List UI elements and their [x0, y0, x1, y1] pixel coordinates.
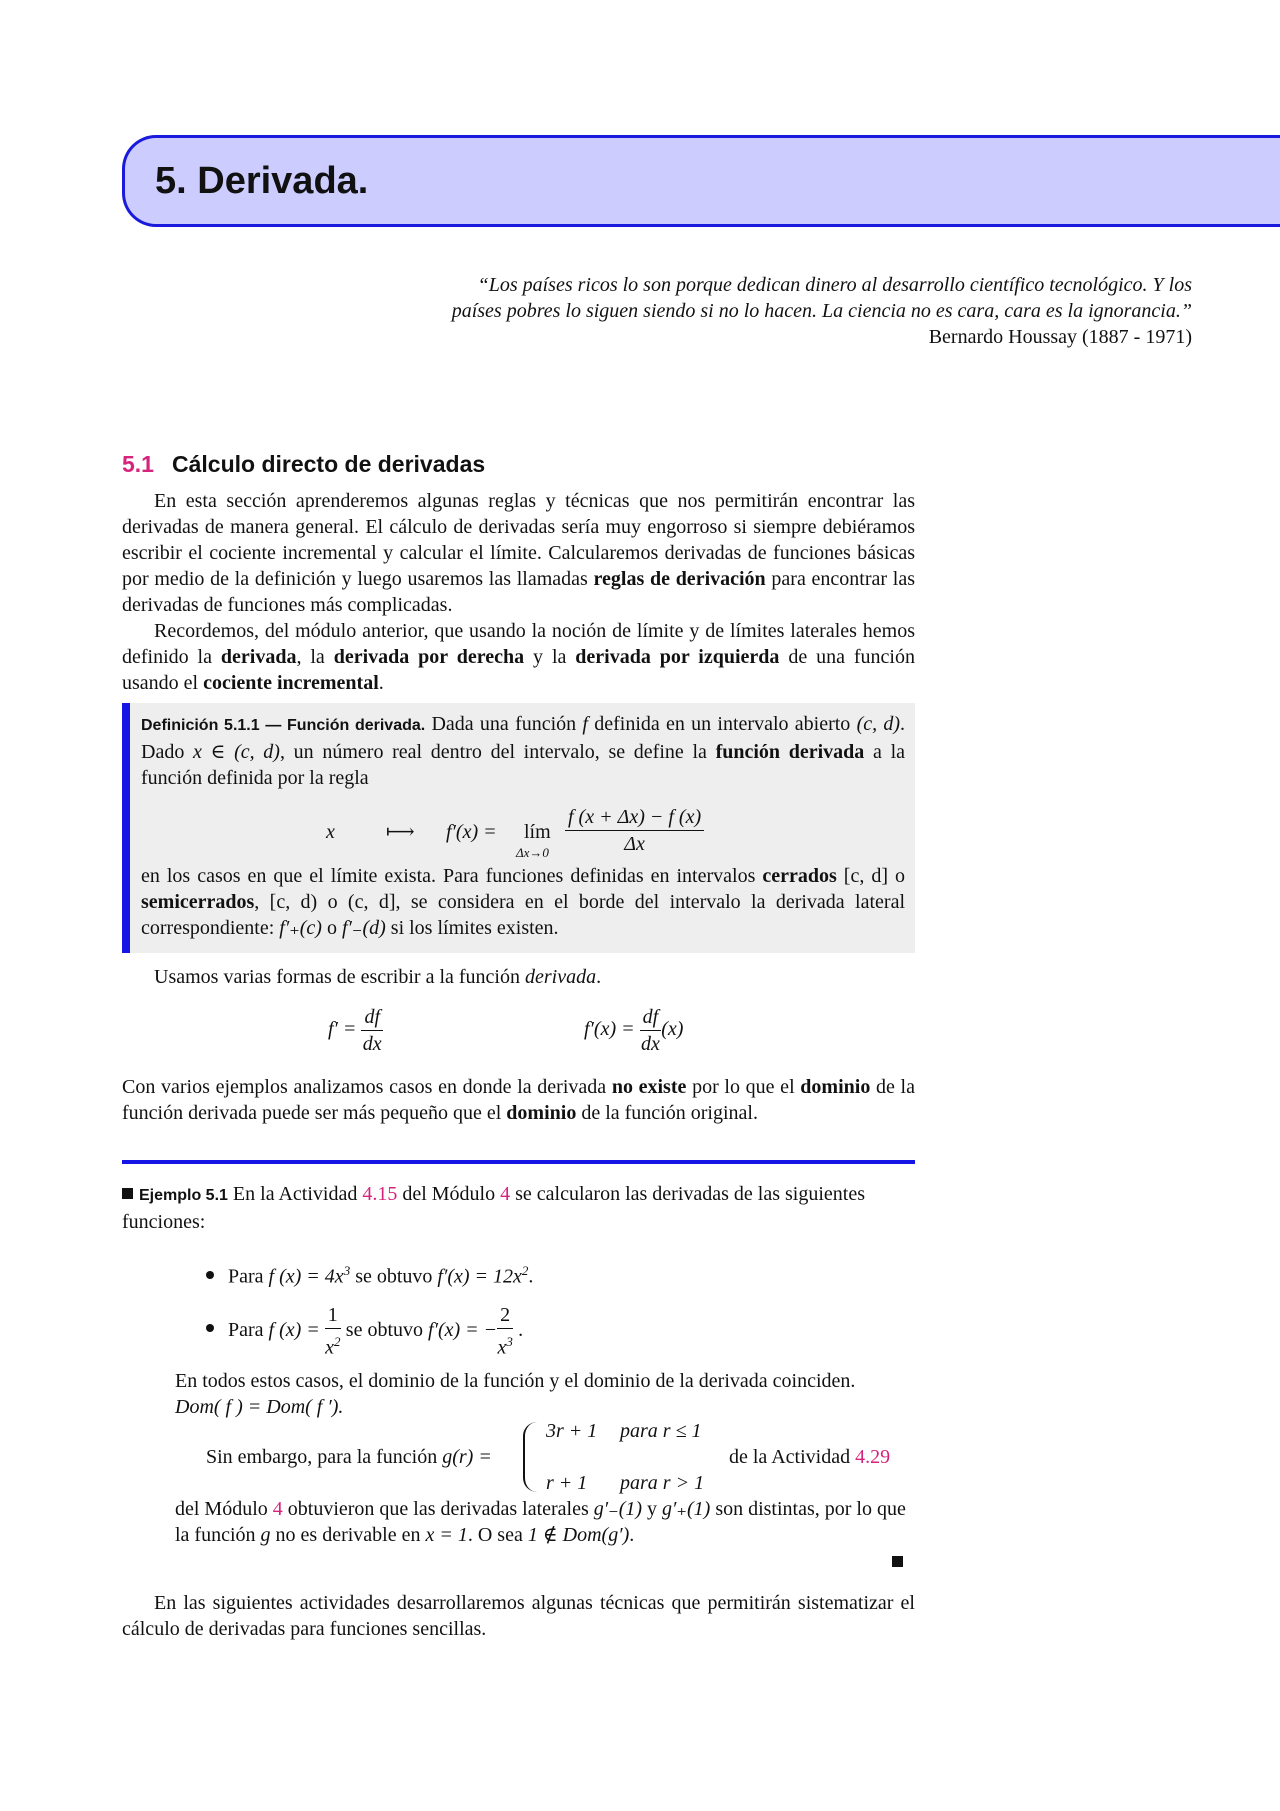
- math: f′(x) =: [584, 1018, 635, 1041]
- fraction: [361, 1004, 383, 1057]
- exponent: 2: [333, 1334, 341, 1349]
- piecewise-intro: [206, 1444, 492, 1470]
- text: Usamos varias formas de escribir a la función: [154, 966, 525, 988]
- example-label: Ejemplo 5.1: [139, 1187, 228, 1204]
- bold-term: dominio: [800, 1076, 871, 1098]
- math: g(r) =: [442, 1446, 492, 1468]
- formula-denominator: Δx: [624, 833, 645, 855]
- math: 1 ∉ Dom(g′): [527, 1524, 630, 1546]
- denominator: dx: [640, 1033, 660, 1055]
- bullet-icon: [206, 1324, 214, 1332]
- activity-link[interactable]: 4.15: [362, 1183, 398, 1205]
- text: . O sea: [467, 1524, 528, 1546]
- text: Sin embargo, para la función: [206, 1446, 443, 1468]
- domain-paragraph: [122, 1074, 915, 1126]
- module-link[interactable]: 4: [500, 1183, 511, 1205]
- example-heading: [122, 1181, 915, 1235]
- divider-rule: [122, 1160, 915, 1164]
- bold-term: derivada por derecha: [333, 646, 525, 668]
- text: del Módulo: [397, 1183, 501, 1205]
- text: .: [518, 1318, 524, 1341]
- text: definida en un intervalo abierto: [587, 713, 857, 735]
- notation-formula-1: [328, 1004, 383, 1057]
- text: de una función usando el: [122, 646, 915, 694]
- numerator: df: [640, 1004, 662, 1031]
- section-title: Cálculo directo de derivadas: [171, 451, 486, 477]
- text: Para: [228, 1265, 269, 1288]
- example-bullet-1: [206, 1258, 533, 1290]
- piece-2-expr: r + 1: [546, 1472, 588, 1494]
- bold-term: función derivada: [715, 741, 865, 763]
- formula-x: x: [326, 821, 335, 843]
- recall-paragraph: [122, 618, 915, 696]
- math: g′₋(1): [593, 1498, 643, 1520]
- text: de la función original.: [576, 1102, 758, 1124]
- text: si los límites existen.: [385, 917, 559, 939]
- math: x ∈ (c, d): [193, 741, 280, 763]
- text: En todos estos casos, el dominio de la función y el dominio de la derivada coinciden.: [175, 1370, 856, 1392]
- epigraph: [380, 272, 1192, 350]
- piecewise-activity: [729, 1444, 890, 1470]
- bold-term: derivada por izquierda: [575, 646, 780, 668]
- formula-lhs: f′(x) =: [446, 821, 497, 843]
- text: en los casos en que el límite exista. Para funciones definidas en intervalos: [141, 865, 763, 887]
- text: de la función derivada puede ser más pequeño que el: [122, 1076, 915, 1124]
- section-number: 5.1: [122, 451, 154, 477]
- example-conclusion: [175, 1496, 915, 1548]
- end-of-example-icon: [892, 1556, 903, 1567]
- text: Dada una función: [425, 713, 583, 735]
- text: a la función definida por la regla: [141, 741, 905, 789]
- epigraph-author: Bernardo Houssay (1887 - 1971): [928, 326, 1192, 348]
- math: x = 1: [425, 1524, 468, 1546]
- text: Recordemos, del módulo anterior, que usando la noción de límite y de límites laterales hemos definido la: [122, 620, 915, 668]
- text: son distintas, por lo que la función: [175, 1498, 906, 1546]
- text: . Dado: [141, 713, 906, 763]
- bold-term: reglas de derivación: [593, 568, 766, 590]
- text: o: [321, 917, 342, 939]
- notation-text: [154, 964, 601, 990]
- text: de la Actividad: [729, 1446, 856, 1468]
- activity-link[interactable]: 4.29: [855, 1446, 891, 1468]
- text: se obtuvo: [340, 1318, 429, 1341]
- text: .: [378, 672, 384, 694]
- text: , [c, d) o (c, d], se considera en el borde del intervalo la derivada lateral correspondiente:: [141, 891, 905, 939]
- math: (c, d): [856, 713, 901, 735]
- definition-text: [141, 711, 905, 791]
- fraction: [325, 1302, 341, 1361]
- formula-lim-sub: Δx→0: [516, 845, 549, 860]
- text: no es derivable en: [270, 1524, 426, 1546]
- formula-lim: lím: [524, 821, 551, 843]
- text: se obtuvo: [350, 1265, 438, 1288]
- math: f (x) =: [268, 1318, 320, 1341]
- intro-paragraph: [122, 488, 915, 618]
- epigraph-line-1: “Los países ricos lo son porque dedican dinero al desarrollo científico tecnológico. Y los: [477, 274, 1192, 296]
- math: f′₋(d): [341, 917, 386, 939]
- piece-1-cond: para r ≤ 1: [620, 1420, 702, 1442]
- epigraph-line-2: países pobres lo siguen siendo si no lo hacen. La ciencia no es cara, cara es la ignorancia.”: [451, 300, 1192, 322]
- numerator: df: [361, 1004, 383, 1031]
- text: .: [629, 1524, 635, 1546]
- formula-numerator: f (x + Δx) − f (x): [565, 804, 704, 831]
- text: .: [528, 1265, 534, 1288]
- math: f: [582, 713, 588, 735]
- text: Para: [228, 1318, 269, 1341]
- bullet-icon: [206, 1271, 214, 1279]
- text: .: [596, 966, 602, 988]
- piece-1-expr: 3r + 1: [546, 1420, 598, 1442]
- denominator-base: x: [325, 1336, 334, 1359]
- text: En la Actividad: [227, 1183, 363, 1205]
- text: obtuvieron que las derivadas laterales: [282, 1498, 594, 1520]
- text: y: [642, 1498, 663, 1520]
- text: del Módulo: [175, 1498, 273, 1520]
- math: f (x) = 4x: [268, 1265, 344, 1288]
- formula-arrow: ⟼: [386, 821, 415, 843]
- chapter-title: 5. Derivada.: [155, 160, 369, 202]
- denominator-base: x: [497, 1336, 507, 1359]
- italic-term: derivada: [525, 966, 597, 988]
- bold-term: derivada: [220, 646, 297, 668]
- text: En esta sección aprenderemos algunas reglas y técnicas que nos permitirán encontrar las derivadas de manera general. El cálculo de derivadas sería muy engorroso si siempre debiéramos escribir el cociente incremental y calcular el límite. Calcularemos derivadas de funciones básicas por medio de la definición y luego usaremos las llamadas: [122, 490, 915, 590]
- text: para encontrar las derivadas de funciones más complicadas.: [122, 568, 915, 616]
- math: Dom( f ) = Dom( f ′).: [175, 1396, 344, 1418]
- math: f′₊(c): [279, 917, 322, 939]
- formula-fraction: [565, 804, 704, 857]
- text: , un número real dentro del intervalo, se define la: [279, 741, 716, 763]
- bold-term: cerrados: [762, 865, 837, 887]
- definition-label: Definición 5.1.1 — Función derivada.: [141, 717, 426, 734]
- text: y la: [524, 646, 576, 668]
- math: (x): [661, 1018, 684, 1041]
- fraction: [497, 1302, 513, 1361]
- math: g: [260, 1524, 271, 1546]
- math: f′(x) = −: [428, 1318, 498, 1341]
- example-text: [175, 1368, 915, 1420]
- square-bullet-icon: [122, 1188, 133, 1199]
- notation-formula-2: [584, 1004, 683, 1057]
- example-bullet-2: [206, 1302, 523, 1361]
- section-heading: [122, 450, 485, 478]
- closing-paragraph: En las siguientes actividades desarrollaremos algunas técnicas que permitirán sistematizar el cálculo de derivadas para funciones sencillas.: [122, 1592, 915, 1640]
- left-brace-icon: [523, 1422, 539, 1492]
- math: f′(x) = 12x: [437, 1265, 522, 1288]
- math: f′ =: [328, 1018, 357, 1041]
- piece-2-cond: para r > 1: [620, 1472, 705, 1494]
- exponent: 2: [521, 1263, 529, 1278]
- math: g′₊(1): [662, 1498, 711, 1520]
- bold-term: dominio: [506, 1102, 577, 1124]
- denominator: dx: [362, 1033, 382, 1055]
- bold-term: semicerrados: [141, 891, 255, 913]
- text: Con varios ejemplos analizamos casos en donde la derivada: [122, 1076, 612, 1098]
- definition-text-cont: [141, 863, 905, 941]
- text: se calcularon las derivadas de las siguientes funciones:: [122, 1183, 865, 1233]
- text: , la: [296, 646, 334, 668]
- numerator: 2: [497, 1302, 513, 1329]
- denominator: [497, 1329, 513, 1361]
- denominator: [325, 1329, 341, 1361]
- text: [c, d] o: [836, 865, 905, 887]
- bold-term: no existe: [611, 1076, 687, 1098]
- exponent: 3: [506, 1334, 513, 1349]
- module-link[interactable]: 4: [272, 1498, 283, 1520]
- exponent: 3: [343, 1263, 351, 1278]
- text: por lo que el: [686, 1076, 801, 1098]
- fraction: [640, 1004, 662, 1057]
- bold-term: cociente incremental: [203, 672, 379, 694]
- numerator: 1: [325, 1302, 341, 1329]
